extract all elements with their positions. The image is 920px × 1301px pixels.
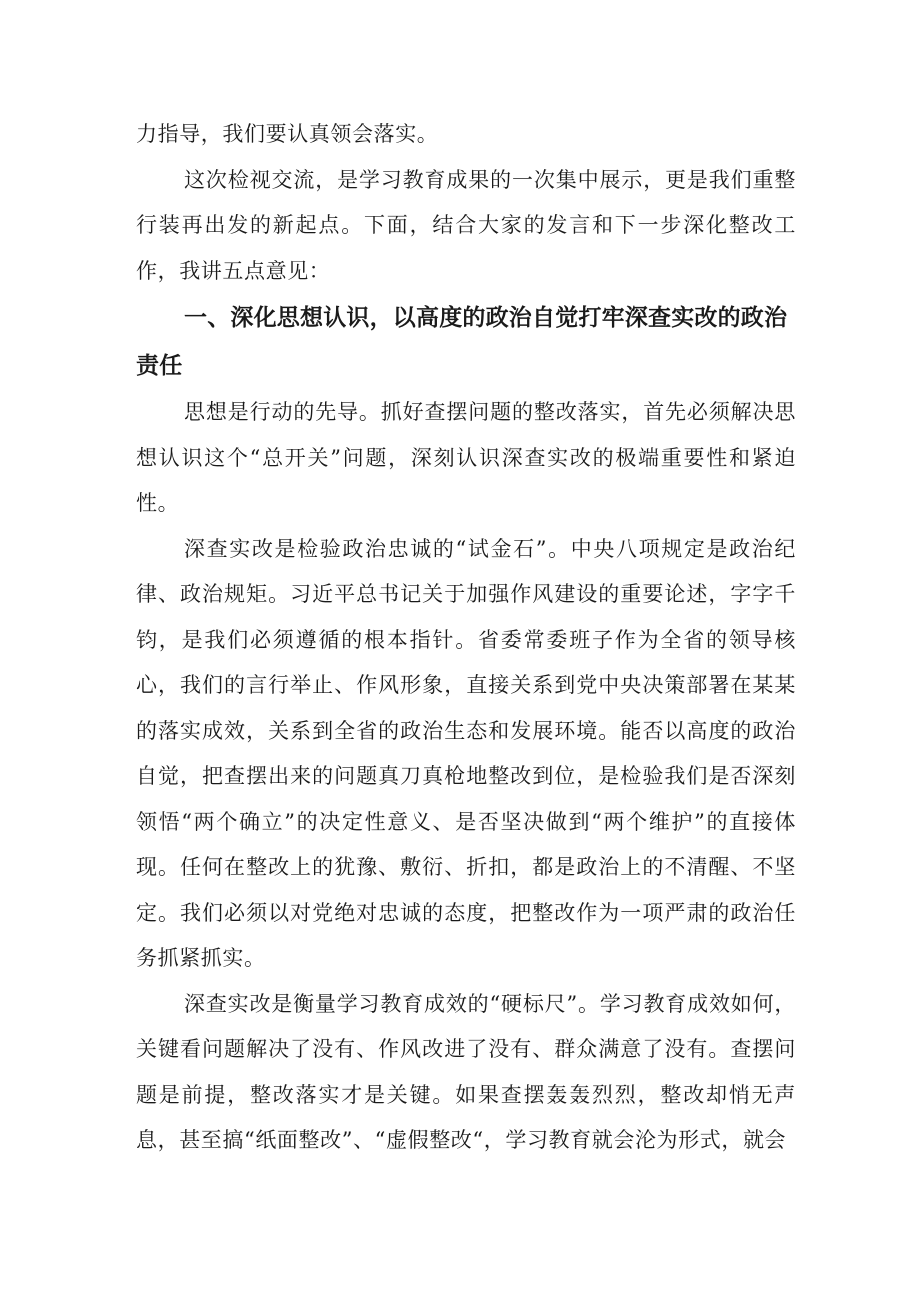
paragraph-intro: 这次检视交流，是学习教育成果的一次集中展示，更是我们重整行装再出发的新起点。下面，结合大家的发言和下一步深化整改工作，我讲五点意见： bbox=[136, 167, 796, 283]
paragraph-thought-guidance: 思想是行动的先导。抓好查摆问题的整改落实，首先必须解决思想认识这个“总开关”问题，深刻认识深查实改的极端重要性和紧迫性。 bbox=[136, 400, 796, 515]
paragraph-political-loyalty: 深查实改是检验政治忠诚的“试金石”。中央八项规定是政治纪律、政治规矩。习近平总书记关于加强作风建设的重要论述，字字千钧，是我们必须遵循的根本指针。省委常委班子作为全省的领导核心，我们的言行举止、作风形象，直接关系到党中央决策部署在某某的落实成效，关系到全省的政治生态和发展环境。能否以高度的政治自觉，把查摆出来的问题真刀真枪地整改到位，是检验我们是否深刻领悟“两个确立”的决定性意义、是否坚决做到“两个维护”的直接体现。任何在整改上的犹豫、敷衍、折扣，都是政治上的不清醒、不坚定。我们必须以对党绝对忠诚的态度，把整改作为一项严肃的政治任务抓紧抓实。 bbox=[136, 536, 796, 970]
paragraph-effectiveness-measure: 深查实改是衡量学习教育成效的“硬标尺”。学习教育成效如何，关键看问题解决了没有、作风改进了没有、群众满意了没有。查摆问题是前提，整改落实才是关键。如果查摆轰轰烈烈，整改却悄无声息，甚至搞“纸面整改”、“虚假整改“，学习教育就会沦为形式，就会 bbox=[136, 991, 796, 1152]
document-body bbox=[136, 112, 796, 1164]
section-heading-1: 一、深化思想认识，以高度的政治自觉打牢深查实改的政治责任 bbox=[136, 305, 788, 379]
paragraph-continuation: 力指导，我们要认真领会落实。 bbox=[136, 122, 439, 146]
